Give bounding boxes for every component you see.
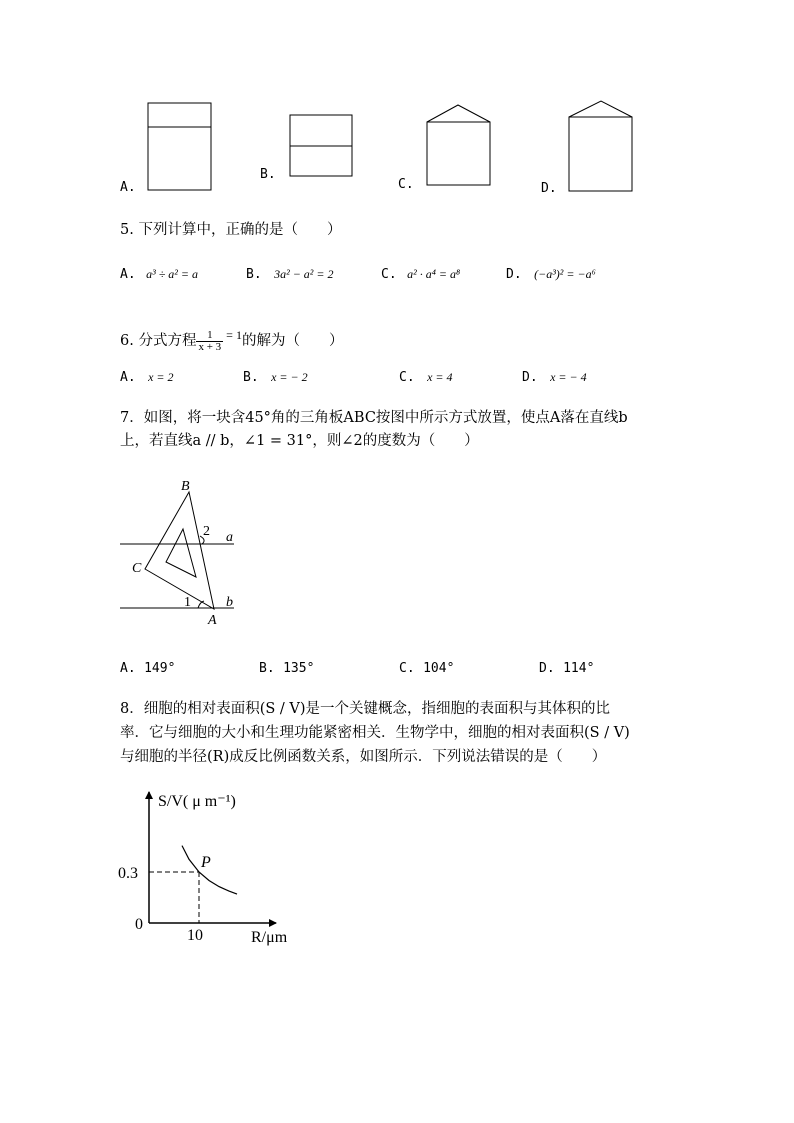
q7-option-c-value: 104°: [423, 661, 455, 676]
q5-option-d-label: D.: [506, 267, 522, 282]
q4-option-b-label: B.: [260, 167, 276, 182]
q7-option-d-value: 114°: [563, 661, 595, 676]
q5-option-c-expr: a² · a⁴ = a⁸: [407, 267, 461, 281]
q8-stem-line3: 与细胞的半径(R)成反比例函数关系，如图所示．下列说法错误的是（ ）: [120, 749, 607, 765]
q5-stem: 5. 下列计算中，正确的是（ ）: [120, 222, 342, 238]
line-b-label: b: [226, 595, 233, 610]
q7-option-d-label: D.: [539, 661, 555, 676]
q6-option-d-expr: x = − 4: [550, 370, 587, 384]
q7-option-a-label: A.: [120, 661, 136, 676]
q7-option-a-value: 149°: [144, 661, 176, 676]
q6-equation-rhs: = 1: [226, 328, 242, 342]
vertex-a-label: A: [208, 613, 217, 628]
q6-option-d-label: D.: [522, 370, 538, 385]
q4-option-a-label: A.: [120, 180, 136, 195]
y-axis-label: S/V( μ m⁻¹): [158, 793, 236, 810]
angle-2-label: 2: [203, 524, 210, 539]
q5-option-a-expr: a³ ÷ a² = a: [146, 267, 198, 281]
q7-stem-line2: 上，若直线a // b，∠1 = 31°，则∠2的度数为（ ）: [120, 433, 479, 449]
origin-label: 0: [135, 916, 143, 933]
q6-option-a-expr: x = 2: [148, 370, 174, 384]
q6-option-b-label: B.: [243, 370, 259, 385]
q4-option-d-label: D.: [541, 181, 557, 196]
q7-stem-line1: 7．如图，将一块含45°角的三角板ABC按图中所示方式放置，使点A落在直线b: [120, 410, 628, 426]
q6-stem-suffix: 的解为（ ）: [241, 333, 344, 349]
q6-fraction-numerator: 1: [196, 330, 223, 342]
q6-option-c-expr: x = 4: [427, 370, 453, 384]
q6-option-c-label: C.: [399, 370, 415, 385]
q6-stem-prefix: 6. 分式方程: [120, 333, 197, 349]
q5-option-b-expr: 3a² − a² = 2: [274, 267, 334, 281]
q5-option-a-label: A.: [120, 267, 136, 282]
q8-stem-line2: 率．它与细胞的大小和生理功能紧密相关．生物学中，细胞的相对表面积(S / V): [120, 725, 630, 741]
angle-1-label: 1: [184, 595, 191, 610]
q6-option-a-label: A.: [120, 370, 136, 385]
q6-option-b-expr: x = − 2: [271, 370, 308, 384]
vertex-b-label: B: [181, 479, 190, 494]
q7-option-b-value: 135°: [283, 661, 315, 676]
q7-option-b-label: B.: [259, 661, 275, 676]
vertex-c-label: C: [132, 561, 142, 576]
y-tick-label: 0.3: [118, 865, 138, 882]
q5-option-d-expr: (−a³)² = −a⁶: [534, 267, 596, 281]
x-tick-label: 10: [187, 927, 203, 944]
x-axis-label: R/μm: [251, 929, 288, 946]
q7-option-c-label: C.: [399, 661, 415, 676]
q5-option-b-label: B.: [246, 267, 262, 282]
q5-option-c-label: C.: [381, 267, 397, 282]
q4-option-c-label: C.: [398, 177, 414, 192]
line-a-label: a: [226, 530, 233, 545]
q8-stem-line1: 8．细胞的相对表面积(S / V)是一个关键概念，指细胞的表面积与其体积的比: [120, 701, 611, 717]
q6-fraction-denominator: x + 3: [198, 340, 222, 353]
point-p-label: P: [201, 854, 211, 871]
